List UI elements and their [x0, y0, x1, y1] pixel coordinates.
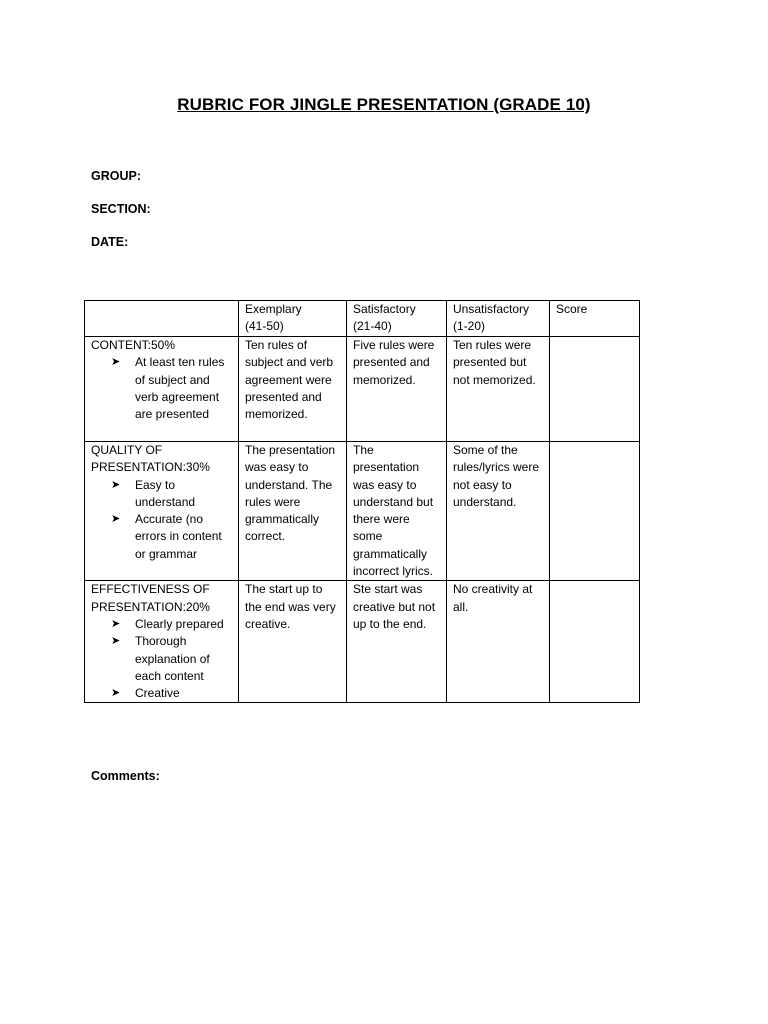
- unsatisfactory-cell: Some of the rules/lyrics were not easy to understand.: [447, 442, 550, 581]
- criterion-cell: [85, 337, 239, 442]
- table-row: [85, 442, 640, 581]
- arrow-bullet-icon: ➤: [111, 687, 121, 700]
- group-field-label: GROUP:: [91, 169, 141, 183]
- arrow-bullet-icon: ➤: [111, 513, 121, 526]
- satisfactory-cell: Five rules were presented and memorized.: [347, 337, 447, 442]
- unsatisfactory-cell: Ten rules were presented but not memorized.: [447, 337, 550, 442]
- list-item: ➤ At least ten rules of subject and verb agreement are presented: [111, 355, 225, 422]
- list-item: ➤ Accurate (no errors in content or grammar: [111, 512, 222, 561]
- list-item: ➤ Easy to understand: [111, 477, 196, 509]
- arrow-bullet-icon: ➤: [111, 356, 121, 369]
- header-satisfactory-label: Satisfactory: [353, 302, 416, 316]
- header-unsatisfactory-label: Unsatisfactory: [453, 302, 530, 316]
- score-cell[interactable]: [550, 337, 640, 442]
- header-unsatisfactory: [447, 301, 550, 337]
- comments-label: Comments:: [91, 769, 160, 783]
- header-score: Score: [550, 301, 640, 337]
- arrow-bullet-icon: ➤: [111, 617, 121, 630]
- exemplary-cell: Ten rules of subject and verb agreement were presented and memorized.: [239, 337, 347, 442]
- criterion-title: EFFECTIVENESS OF PRESENTATION:20%: [91, 582, 210, 614]
- criterion-bullets: [91, 477, 233, 563]
- arrow-bullet-icon: ➤: [111, 635, 121, 648]
- header-satisfactory: [347, 301, 447, 337]
- header-exemplary-label: Exemplary: [245, 302, 302, 316]
- criterion-bullets: [91, 616, 233, 702]
- exemplary-cell: The presentation was easy to understand. The rules were grammatically correct.: [239, 442, 347, 581]
- header-satisfactory-range: (21-40): [353, 319, 392, 334]
- rubric-table: [84, 300, 640, 703]
- table-row: [85, 337, 640, 442]
- table-header-row: [85, 301, 640, 337]
- score-cell[interactable]: [550, 442, 640, 581]
- date-field-label: DATE:: [91, 235, 129, 249]
- arrow-bullet-icon: ➤: [111, 478, 121, 491]
- list-item: ➤ Clearly prepared: [99, 616, 233, 633]
- unsatisfactory-cell: No creativity at all.: [447, 581, 550, 703]
- criterion-title: CONTENT:50%: [91, 338, 176, 352]
- header-unsatisfactory-range: (1-20): [453, 319, 486, 334]
- criterion-title: QUALITY OF PRESENTATION:30%: [91, 443, 210, 475]
- section-field-label: SECTION:: [91, 202, 151, 216]
- exemplary-cell: The start up to the end was very creative.: [239, 581, 347, 703]
- header-exemplary-range: (41-50): [245, 319, 284, 334]
- satisfactory-cell: The presentation was easy to understand but there were some grammatically incorrect lyrics.: [347, 442, 447, 581]
- header-criteria: [85, 301, 239, 337]
- table-row: [85, 581, 640, 703]
- criterion-cell: [85, 442, 239, 581]
- list-item: ➤ Creative: [99, 685, 233, 702]
- criterion-cell: [85, 581, 239, 703]
- satisfactory-cell: Ste start was creative but not up to the end.: [347, 581, 447, 703]
- header-exemplary: [239, 301, 347, 337]
- score-cell[interactable]: [550, 581, 640, 703]
- page-title: RUBRIC FOR JINGLE PRESENTATION (GRADE 10): [177, 95, 591, 114]
- criterion-bullets: [91, 354, 233, 423]
- list-item: ➤ Thorough explanation of each content: [111, 634, 210, 683]
